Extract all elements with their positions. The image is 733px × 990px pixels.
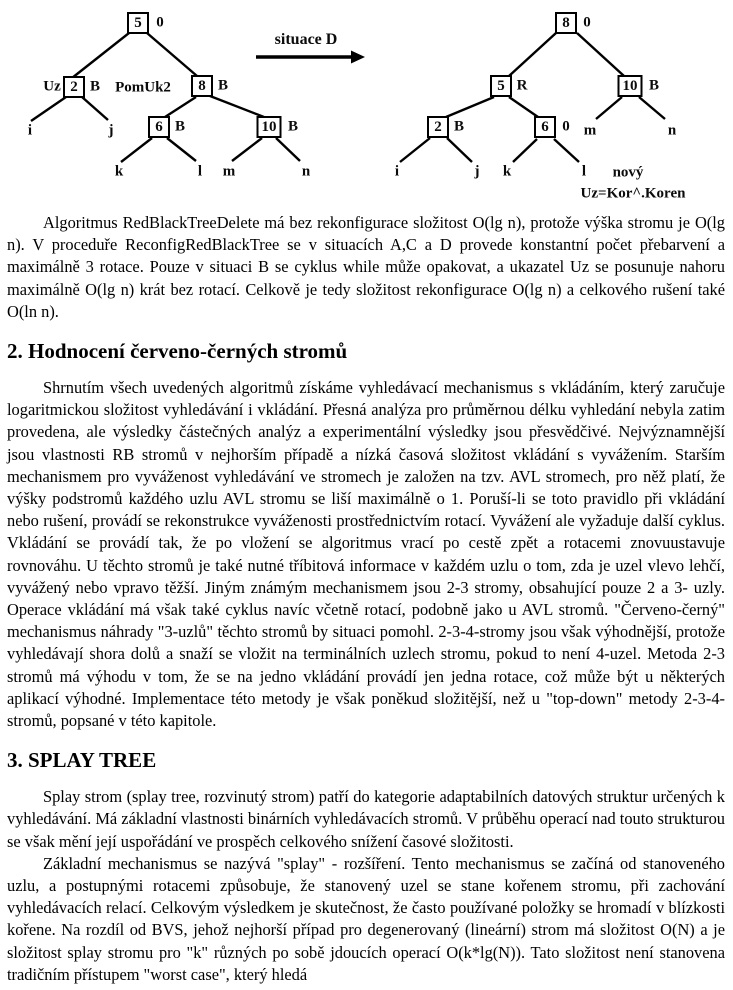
- tree-leaf-n: n: [301, 163, 311, 180]
- tree-node-8: 8: [555, 12, 577, 34]
- tree-edge: [167, 138, 196, 161]
- tree-edge: [147, 33, 197, 76]
- tree-edge: [509, 33, 556, 76]
- tree-edge: [400, 138, 430, 162]
- node-color-label: R: [516, 77, 528, 94]
- tree-node-2: 2: [63, 76, 85, 98]
- tree-node-6: 6: [534, 116, 556, 138]
- situation-arrow-head: [351, 51, 365, 64]
- tree-edge: [72, 33, 129, 78]
- document-body: [0, 212, 733, 986]
- tree-edge: [577, 33, 624, 76]
- tree-leaf-k: k: [114, 163, 124, 180]
- tree-leaf-m: m: [583, 122, 597, 139]
- tree-edge: [447, 138, 472, 162]
- tree-leaf-n: n: [667, 122, 677, 139]
- tree-node-6: 6: [148, 116, 170, 138]
- tree-edge: [165, 97, 196, 117]
- tree-edge: [82, 97, 108, 120]
- tree-edge: [554, 139, 579, 162]
- tree-node-2: 2: [427, 116, 449, 138]
- node-pointer-label: Uz: [43, 78, 61, 95]
- tree-edge: [596, 97, 622, 119]
- node-color-label: 0: [562, 118, 570, 135]
- tree-edge: [509, 97, 538, 117]
- tree-node-8: 8: [191, 75, 213, 97]
- tree-edge: [210, 96, 264, 117]
- tree-leaf-l: l: [197, 163, 203, 180]
- node-color-label: B: [174, 118, 186, 135]
- node-color-label: B: [89, 78, 101, 95]
- tree-annotation: Uz=Kor^.Koren: [580, 185, 686, 202]
- tree-annotation: nový: [612, 164, 644, 181]
- node-color-label: 0: [156, 14, 164, 31]
- paragraph-evaluation: Shrnutím všech uvedených algoritmů získáme vyhledávací mechanismus s vkládáním, který zaručuje logaritmickou složitost vyhledávání i vkládání. Přesná analýza pro průměrnou délku vyhledání nebyla zatim provedena, ale výsledky částečných analýz a experimentální výsledky jsou přesvědčivé. Nejvýznamnější jsou vlastnosti RB stromů v nejhorším případě a nízká časová složitost vkládání s vyvážením. Starším mechanismem pro vyváženost vyhledávání ve stromech je založen na tzv. AVL stromech, pro něž platí, že výšky podstromů každého uzlu AVL stromu se liší maximálně o 1. Poruší-li se toto pravidlo při vkládání nebo rušení, provádí se rekonstrukce vyváženosti prostřednictvím rotací. Vyvážení ale vyžaduje další cyklus. Vkládání se provádí tak, že po vložení se algoritmus vrací po cestě zpět a rotacemi znovuustavuje rovnováhu. U těchto stromů je také nutné tříbitová informace v každém uzlu o tom, zda je uzel vlevo lehčí, vyvážený nebo vpravo těžší. Jiným známým mechanismem jsou 2-3 stromy, obsahující pouze 2 a 3- uzly. Operace vkládání má však také cyklus navíc včetně rotací, podobně jako u AVL stromů. "Červeno-černý" mechanismus náhrady "3-uzlů" těchto stromů by situaci pomohl. 2-3-4-stromy jsou však výhodnější, protože vyhledávají shora dolů a snaží se vložit na terminálních uzlech stromu, pokud to není 4-uzel. Metoda 2-3 stromů má výhodu v tom, že se na jedno vkládání provádí jen jedna rotace, což může být u některých aplikací výhodné. Implementace této metody je však poněkud složitější, než u "top-down" metody 2-3-4-stromů, popsané v této kapitole.: [7, 378, 725, 731]
- tree-edge: [31, 97, 66, 121]
- node-color-label: B: [287, 118, 299, 135]
- tree-diagram: [0, 0, 733, 212]
- tree-node-5: 5: [490, 75, 512, 97]
- tree-leaf-k: k: [502, 163, 512, 180]
- tree-leaf-i: i: [394, 163, 400, 180]
- arrow-label: situace D: [274, 31, 338, 48]
- tree-edge: [232, 138, 262, 161]
- tree-leaf-j: j: [474, 163, 480, 180]
- node-color-label: B: [217, 77, 229, 94]
- tree-node-10: 10: [618, 75, 643, 97]
- tree-leaf-m: m: [222, 163, 236, 180]
- tree-leaf-l: l: [581, 163, 587, 180]
- tree-leaf-i: i: [27, 122, 33, 139]
- tree-edge: [121, 138, 152, 162]
- tree-edge: [446, 97, 494, 117]
- tree-leaf-j: j: [108, 122, 114, 139]
- tree-edge: [513, 139, 537, 162]
- tree-annotation: PomUk2: [115, 79, 171, 96]
- section-heading-3: 3. SPLAY TREE: [7, 748, 157, 773]
- node-color-label: B: [453, 118, 465, 135]
- node-color-label: 0: [583, 14, 591, 31]
- paragraph-splay-intro: Splay strom (splay tree, rozvinutý strom) patří do kategorie adaptabilních datových struktur určených k vyhledávání. Má základní vlastnosti binárních vyhledávacích stromů. V průběhu operací nad touto strukturou se však mění její uspořádání ve prospěch celkového snížení časové složitosti.: [7, 787, 725, 851]
- tree-edge: [276, 138, 300, 161]
- node-color-label: B: [648, 77, 660, 94]
- tree-node-5: 5: [127, 12, 149, 34]
- tree-edge: [639, 97, 665, 119]
- tree-node-10: 10: [257, 116, 282, 138]
- paragraph-redblack-complexity: Algoritmus RedBlackTreeDelete má bez rekonfigurace složitost O(lg n), protože výška stromu je O(lg n). V proceduře ReconfigRedBlackTree se v situacích A,C a D provede konstantní počet přebarvení a maximálně 3 rotace. Pouze v situaci B se cyklus while může opakovat, a ukazatel Uz se posunuje nahoru maximálně O(lg n) krát bez rotací. Celkově je tedy složitost rekonfigurace O(lg n) a celkového rušení také O(ln n).: [7, 213, 725, 321]
- section-heading-2: 2. Hodnocení červeno-černých stromů: [7, 339, 348, 364]
- paragraph-splay-mechanism: Základní mechanismus se nazývá "splay" - rozšíření. Tento mechanismus se začíná od stanoveného uzlu, a postupnými rotacemi způsobuje, že stanovený uzel se stane kořenem stromu, při zachování vyhledávacích relací. Celkovým výsledkem je skutečnost, že často používané položky se hromadí v blízkosti kořene. Na rozdíl od BVS, jehož nejhorší případ pro degenerovaný (lineární) strom má složitost O(N) a je složitost splay stromu pro "k" různých po sobě jdoucích operací O(k*lg(N)). Tato složitost není stanovena tradičním přístupem "worst case", který hledá: [7, 853, 725, 984]
